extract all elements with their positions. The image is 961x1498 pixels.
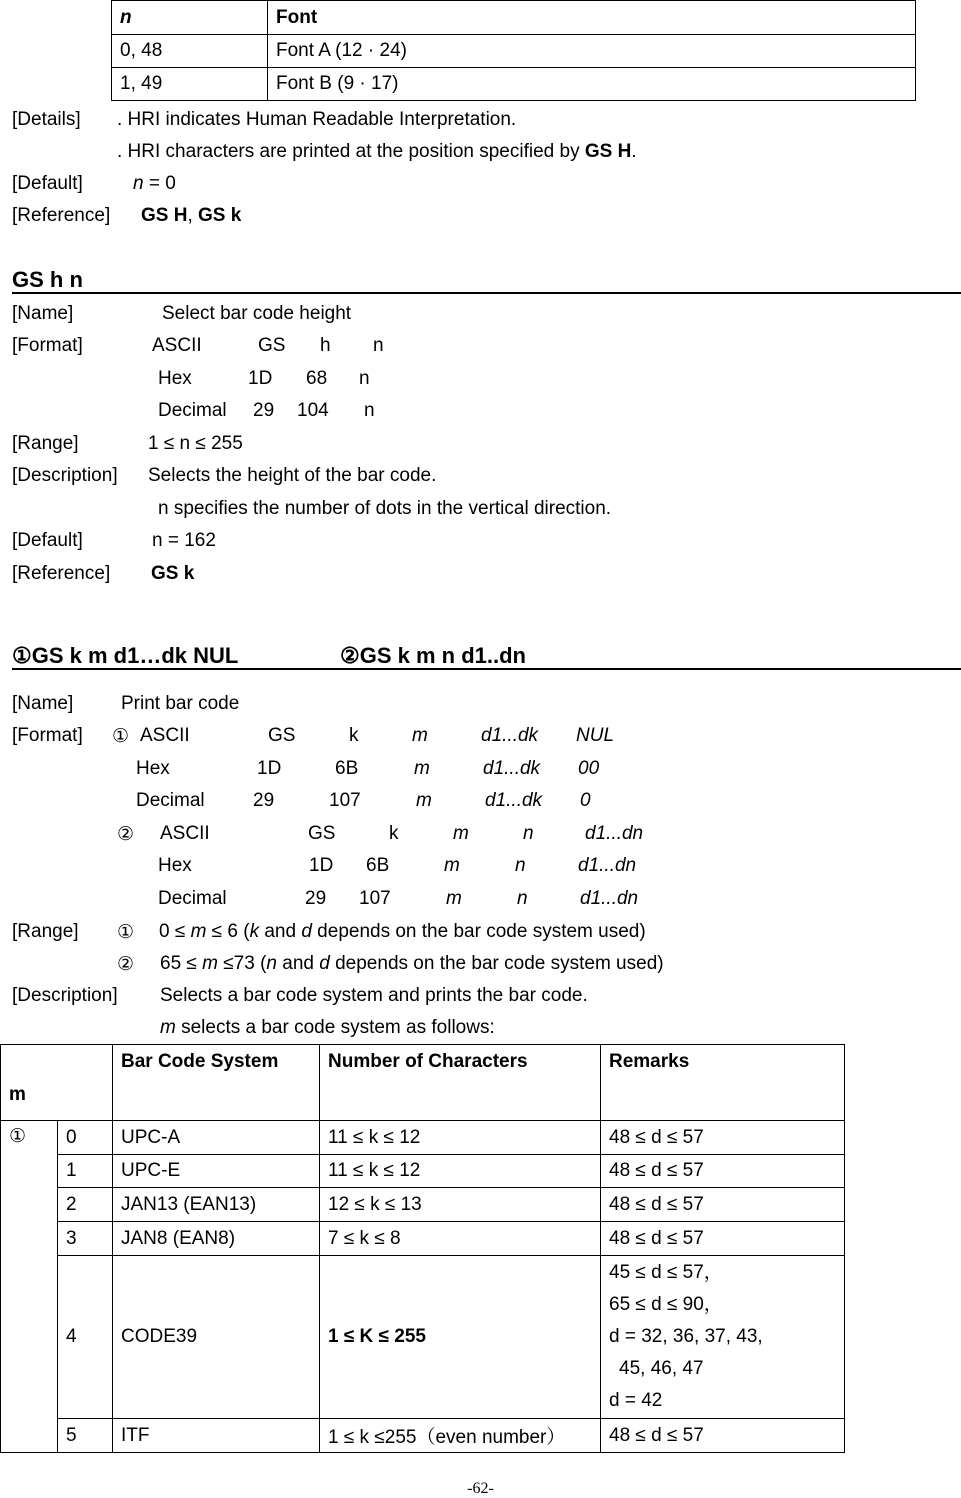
details-line-2: . HRI characters are printed at the position specified by GS H. xyxy=(117,141,637,162)
format-2-ascii-label: ASCII xyxy=(160,823,210,844)
format-2-ascii-val: GS xyxy=(308,823,336,844)
default-label: [Default] xyxy=(12,173,83,194)
default-label: [Default] xyxy=(12,530,83,551)
remark-line: d = 42 xyxy=(609,1390,663,1411)
format-1-hex-label: Hex xyxy=(136,758,170,779)
format-2-ascii-val: n xyxy=(523,823,534,844)
format-1-hex-val: m xyxy=(414,758,430,779)
format-ascii-val: GS xyxy=(258,335,286,356)
table-cell-m: 3 xyxy=(58,1222,113,1256)
reference-label: [Reference] xyxy=(12,205,111,226)
range-label: [Range] xyxy=(12,921,79,942)
font-table-cell: Font B (9 · 17) xyxy=(268,68,916,101)
format-2-ascii-val: m xyxy=(453,823,469,844)
font-table-cell: 0, 48 xyxy=(112,35,268,68)
remark-line: 45 ≤ d ≤ 57， xyxy=(609,1262,723,1283)
format-2-decimal-val: n xyxy=(517,888,528,909)
description-label: [Description] xyxy=(12,465,118,486)
format-decimal-val: n xyxy=(364,400,375,421)
format-label: [Format] xyxy=(12,725,83,746)
format-hex-val: 1D xyxy=(248,368,273,389)
format-1-hex-val: 6B xyxy=(335,758,359,779)
format-1-ascii-label: ASCII xyxy=(140,725,190,746)
barcode-table-header-m: m xyxy=(1,1045,113,1121)
description-line-1: Selects a bar code system and prints the bar code. xyxy=(160,985,588,1006)
description-line-2: n specifies the number of dots in the vertical direction. xyxy=(158,498,612,519)
remark-line: 65 ≤ d ≤ 90， xyxy=(609,1294,723,1315)
format-1-ascii-val: NUL xyxy=(576,725,615,746)
format-2-ascii-val: d1...dn xyxy=(585,823,644,844)
format-2-hex-val: 1D xyxy=(309,855,334,876)
description-line-2: m selects a bar code system as follows: xyxy=(160,1017,495,1038)
default-value: n = 162 xyxy=(152,530,216,551)
table-cell-chars: 7 ≤ k ≤ 8 xyxy=(320,1222,601,1256)
format-2-hex-label: Hex xyxy=(158,855,192,876)
format-1-ascii-val: d1...dk xyxy=(481,725,539,746)
table-cell-m: 2 xyxy=(58,1188,113,1222)
reference-label: [Reference] xyxy=(12,563,111,584)
table-cell-chars: 11 ≤ k ≤ 12 xyxy=(320,1121,601,1155)
table-cell-m: 4 xyxy=(58,1256,113,1419)
table-cell-remarks xyxy=(601,1256,845,1419)
format-1-ascii-val: m xyxy=(412,725,428,746)
table-cell-remarks: 48 ≤ d ≤ 57 xyxy=(601,1222,845,1256)
table-cell-system: CODE39 xyxy=(113,1256,320,1419)
table-cell-system: JAN8 (EAN8) xyxy=(113,1222,320,1256)
heading-rule xyxy=(12,292,961,294)
format-ascii-label: ASCII xyxy=(152,335,202,356)
table-cell-remarks: 48 ≤ d ≤ 57 xyxy=(601,1155,845,1188)
format-1-decimal-val: 0 xyxy=(580,790,591,811)
format-1-marker: ① xyxy=(112,726,130,747)
table-cell-chars: 12 ≤ k ≤ 13 xyxy=(320,1188,601,1222)
format-label: [Format] xyxy=(12,335,83,356)
format-2-hex-val: n xyxy=(515,855,526,876)
table-cell-remarks: 48 ≤ d ≤ 57 xyxy=(601,1121,845,1155)
table-cell-m: 5 xyxy=(58,1419,113,1453)
font-table-header-n: n xyxy=(112,1,268,35)
range-2-text: 65 ≤ m ≤73 (n and d depends on the bar code system used) xyxy=(160,953,664,974)
font-table xyxy=(111,0,916,101)
table-cell-remarks: 48 ≤ d ≤ 57 xyxy=(601,1188,845,1222)
default-value: n = 0 xyxy=(133,173,176,194)
format-decimal-label: Decimal xyxy=(158,400,227,421)
format-2-decimal-label: Decimal xyxy=(158,888,227,909)
format-1-decimal-label: Decimal xyxy=(136,790,205,811)
format-2-ascii-val: k xyxy=(389,823,399,844)
gs-k-heading-2: ②GS k m n d1..dn xyxy=(340,643,526,668)
table-cell-chars: 11 ≤ k ≤ 12 xyxy=(320,1155,601,1188)
format-2-marker: ② xyxy=(117,824,135,845)
range-1-text: 0 ≤ m ≤ 6 (k and d depends on the bar code system used) xyxy=(159,921,646,942)
table-cell-system: UPC-E xyxy=(113,1155,320,1188)
format-hex-val: n xyxy=(359,368,370,389)
format-ascii-val: n xyxy=(373,335,384,356)
format-decimal-val: 104 xyxy=(297,400,329,421)
description-label: [Description] xyxy=(12,985,118,1006)
gs-k-heading-1: ①GS k m d1…dk NUL xyxy=(12,643,239,668)
table-cell-chars: 1 ≤ k ≤255（even number） xyxy=(320,1419,601,1453)
format-1-hex-val: d1...dk xyxy=(483,758,541,779)
format-1-ascii-val: GS xyxy=(268,725,296,746)
name-value: Print bar code xyxy=(121,693,240,714)
details-line-1: . HRI indicates Human Readable Interpretation. xyxy=(117,109,517,130)
format-2-decimal-val: m xyxy=(446,888,462,909)
table-cell-system: UPC-A xyxy=(113,1121,320,1155)
range-value: 1 ≤ n ≤ 255 xyxy=(148,433,243,454)
format-decimal-val: 29 xyxy=(253,400,275,421)
table-cell-m: 0 xyxy=(58,1121,113,1155)
format-1-hex-val: 1D xyxy=(257,758,282,779)
format-1-decimal-val: m xyxy=(416,790,432,811)
name-label: [Name] xyxy=(12,303,74,324)
description-line-1: Selects the height of the bar code. xyxy=(148,465,437,486)
remark-line: d = 32, 36, 37, 43, xyxy=(609,1326,763,1347)
format-hex-label: Hex xyxy=(158,368,192,389)
heading-rule xyxy=(12,668,961,670)
font-table-cell: Font A (12 · 24) xyxy=(268,35,916,68)
format-2-hex-val: 6B xyxy=(366,855,390,876)
details-label: [Details] xyxy=(12,109,81,130)
font-table-cell: 1, 49 xyxy=(112,68,268,101)
format-2-hex-val: d1...dn xyxy=(578,855,637,876)
format-1-decimal-val: d1...dk xyxy=(485,790,543,811)
format-1-hex-val: 00 xyxy=(578,758,600,779)
format-ascii-val: h xyxy=(320,335,331,356)
range-1-marker: ① xyxy=(117,922,135,943)
format-hex-val: 68 xyxy=(306,368,328,389)
table-cell-m: 1 xyxy=(58,1155,113,1188)
font-table-header-font: Font xyxy=(268,1,916,35)
format-1-decimal-val: 29 xyxy=(253,790,275,811)
format-2-decimal-val: 29 xyxy=(305,888,327,909)
format-2-decimal-val: 107 xyxy=(359,888,391,909)
range-label: [Range] xyxy=(12,433,79,454)
barcode-table-header-system: Bar Code System xyxy=(113,1045,320,1121)
reference-value: GS k xyxy=(151,563,195,584)
table-cell-system: ITF xyxy=(113,1419,320,1453)
barcode-table xyxy=(0,1044,845,1453)
format-1-decimal-val: 107 xyxy=(329,790,361,811)
remark-line: 45, 46, 47 xyxy=(619,1358,704,1379)
table-cell-system: JAN13 (EAN13) xyxy=(113,1188,320,1222)
barcode-table-header-chars: Number of Characters xyxy=(320,1045,601,1121)
format-1-ascii-val: k xyxy=(349,725,359,746)
name-value: Select bar code height xyxy=(162,303,352,324)
format-2-decimal-val: d1...dn xyxy=(580,888,639,909)
range-2-marker: ② xyxy=(117,954,135,975)
reference-value: GS H, GS k xyxy=(141,205,242,226)
format-2-hex-val: m xyxy=(444,855,460,876)
name-label: [Name] xyxy=(12,693,74,714)
gs-h-heading: GS h n xyxy=(12,267,83,292)
barcode-group-marker: ① xyxy=(1,1121,58,1453)
table-cell-chars: 1 ≤ K ≤ 255 xyxy=(320,1256,601,1419)
table-cell-remarks: 48 ≤ d ≤ 57 xyxy=(601,1419,845,1453)
page-number: -62- xyxy=(467,1480,494,1497)
barcode-table-header-remarks: Remarks xyxy=(601,1045,845,1121)
